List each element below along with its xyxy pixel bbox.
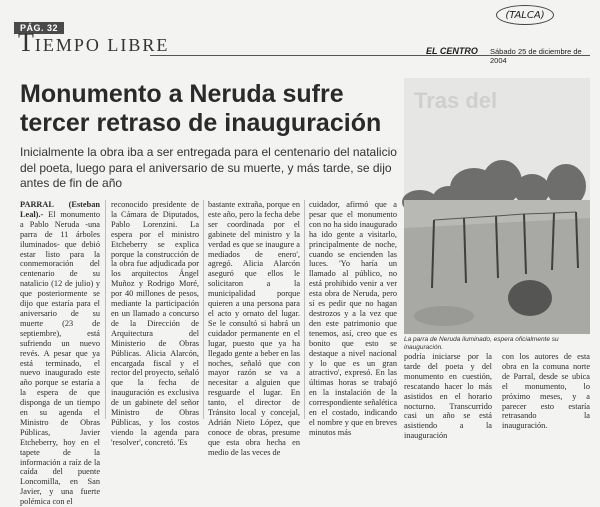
monument-photo-image (404, 78, 590, 334)
column-5-text: podría iniciarse por la tarde del poeta y del monumento en cuestión, rescatando hacer lo más asistidos en el horario nocturno. Transcurrido casi un año se está asistiendo a la inauguración (404, 352, 492, 441)
photo-watermark: Tras del (414, 88, 498, 113)
column-2-text: reconocido presidente de la Cámara de Diputados, Pablo Lorenzini. La espera por el ministro Etcheberry se explica porque la construcción de la obra fue adjudicada por los arquitectos Ángel Muñoz y Rodrigo Moré, por 40 millones de pesos, mediante la participación en un llamado a concurso de la Dirección de Arquitectura del Ministerio de Obras Públicas. Alicia Alarcón, encargada fiscal y el rector del proyecto, señaló que la fecha de inauguración es exclusiva de un gabinete del señor Ministro de Obras Públicas, y los costos viendo la agenda para 'resolver', concretó. 'Es (111, 200, 200, 447)
column-4-text: cuidador, afirmó que a pesar que el monumento con no ha sido inaugurado ha ido gente a visitarlo, principalmente de noche, cuando se encienden las luces. 'Yo haría un llamado al público, no está prohibido venir a ver esta obra de Neruda, pero sí es pedir que no hagan destrozos y a la vez que den este patrimonio que tenemos, así, creo que es bonito que esto se destaque a nivel nacional y lo que es un gran atractivo', expresó. En las últimas horas se trabajó en la instalación de la correspondiente señalética en el costado, indicando el nombre y que en breves minutos más (309, 200, 397, 437)
article-column-5 (404, 352, 492, 441)
column-divider (304, 200, 305, 419)
article-column-1 (20, 200, 100, 507)
column-divider (203, 200, 204, 419)
article-subhead: Inicialmente la obra iba a ser entregada para el centenario del natalicio del poeta, luego para el aniversario de su muerte, y más tarde, se dijo antes de fin de año (20, 145, 397, 190)
column-3-text: bastante extraña, porque en este año, pero la fecha debe ser coordinada por el gabinete del ministro y la verdad es que se inaugure a mediados de enero', agregó. Alicia Alarcón aseguró que ellos le solicitaron a la municipalidad porque quieren a una persona para el acto y ornato del lugar. Se le consultó si habrá un cuidador permanente en el lugar, puesto que ya ha llegado gente a beber en las noches, señaló que con mayor razón se va a necesitar a alguien que resguarde el lugar. En tanto, el director de Tránsito local y concejal, Adrián Nieto López, que conoce de obras, presume que esta obra hecha en medio de las veces de (208, 200, 300, 457)
article-column-2 (111, 200, 200, 447)
photo-caption: La parra de Neruda iluminado, espera oficialmente su inauguración. (404, 336, 559, 351)
column-6-text: con los autores de esta obra en la comuna norte de Parral, desde se ubica el monumento, lo próximo meses, y a parecer esto estaría retrasando la inauguración. (502, 352, 590, 431)
article-column-6 (502, 352, 590, 431)
article-byline: PARRAL (Esteban Leal).- (20, 200, 100, 219)
section-title-rest: IEMPO LIBRE (34, 35, 170, 55)
monument-photo (404, 78, 590, 334)
handwritten-note: (TALCA) (496, 5, 554, 25)
section-title-initial: T (18, 28, 35, 57)
column-1-text: El monumento a Pablo Neruda -una parra de 11 árboles iluminados- que debió estar listo para la conmemoración del centenario de su natalicio (12 de julio) y que posteriormente se dijo que estaría para el aniversario de su muerte (23 de septiembre), está sufriendo un nuevo revés. A pesar que ya está terminado, el nuevo inaugurado este año porque se estaría a la espera de que disponga de un tiempo en su agenda el Ministro de Obras Públicas, Javier Etcheberry, hoy en el tapete de la información a raíz de la caída del puente Loncomilla, en San Javier, y una fuerte polémica con el (20, 209, 100, 507)
newspaper-name: EL CENTRO (426, 46, 478, 56)
publication-date: Sábado 25 de diciembre de 2004 (490, 47, 582, 65)
page-number-badge: PÁG. 32 (14, 22, 64, 34)
section-title (18, 30, 169, 58)
article-column-4 (309, 200, 397, 437)
column-divider (105, 200, 106, 419)
article-headline: Monumento a Neruda sufre tercer retraso de inauguración (20, 80, 382, 137)
article-column-3 (208, 200, 300, 457)
